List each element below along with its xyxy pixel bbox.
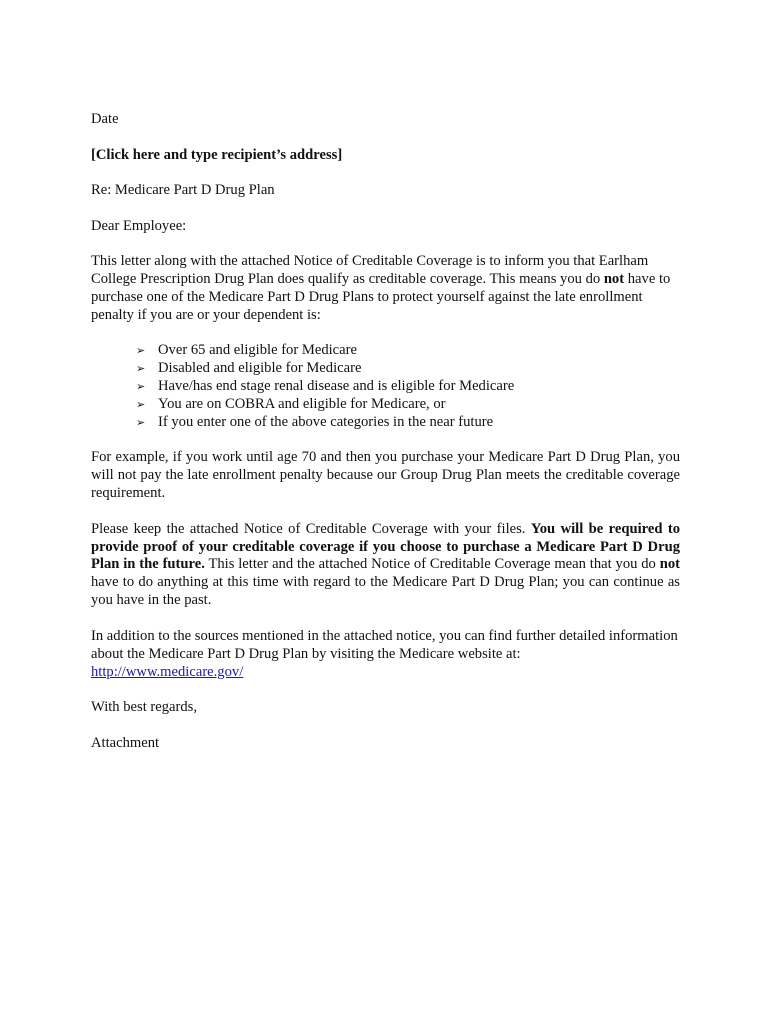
emphasis-proof-required: You will be required to provide proof of your creditable coverage if you choose to purchase a Medicare Part D Drug Plan in the future. [91, 520, 680, 573]
date-line: Date [91, 111, 119, 127]
paragraph-text: have to purchase one of the Medicare Part D Drug Plans to protect yourself against the late enrollment penalty if you are or your dependent is: [91, 270, 671, 323]
emphasis-not: not [603, 270, 625, 287]
arrow-bullet-icon: ➢ [136, 397, 146, 411]
paragraph-keep-notice [91, 521, 680, 611]
list-item-text: You are on COBRA and eligible for Medicare, or [158, 395, 446, 412]
paragraph-more-info [91, 628, 680, 682]
paragraph-example: For example, if you work until age 70 and then you purchase your Medicare Part D Drug Plan, you will not pay the late enrollment penalty because our Group Drug Plan meets the creditable coverage requirement. [91, 449, 680, 502]
list-item [136, 414, 680, 432]
paragraph-text: have to do anything at this time with regard to the Medicare Part D Drug Plan; you can continue as you have in the past. [91, 574, 680, 609]
paragraph-text: In addition to the sources mentioned in the attached notice, you can find further detailed information about the Medicare Part D Drug Plan by visiting the Medicare website at: [91, 627, 678, 662]
arrow-bullet-icon: ➢ [136, 344, 146, 358]
eligibility-list [91, 342, 680, 432]
list-item [136, 360, 680, 378]
arrow-bullet-icon: ➢ [136, 415, 146, 429]
re-line: Re: Medicare Part D Drug Plan [91, 182, 275, 198]
salutation: Dear Employee: [91, 217, 187, 234]
list-item-text: Over 65 and eligible for Medicare [158, 342, 357, 359]
recipient-address-field[interactable]: [Click here and type recipient’s address] [91, 146, 343, 163]
list-item-text: Have/has end stage renal disease and is eligible for Medicare [158, 378, 515, 395]
list-item-text: If you enter one of the above categories in the near future [158, 413, 494, 430]
list-item [136, 396, 680, 414]
list-item-text: Disabled and eligible for Medicare [158, 360, 362, 377]
arrow-bullet-icon: ➢ [136, 380, 146, 394]
paragraph-text: This letter and the attached Notice of Creditable Coverage mean that you do [204, 556, 660, 573]
emphasis-not: not [659, 556, 680, 573]
letter-page [91, 111, 680, 770]
paragraph-text: This letter along with the attached Notice of Creditable Coverage is to inform you that Earlham College Prescription Drug Plan does qualify as creditable coverage. This means you do [91, 253, 649, 287]
list-item [136, 342, 680, 360]
closing: With best regards, [91, 699, 197, 716]
medicare-website-link[interactable]: http://www.medicare.gov/ [91, 663, 244, 680]
arrow-bullet-icon: ➢ [136, 362, 146, 376]
paragraph-creditable-coverage [91, 253, 680, 325]
list-item [136, 378, 680, 396]
attachment-line: Attachment [91, 734, 160, 751]
paragraph-text: Please keep the attached Notice of Creditable Coverage with your files. [91, 520, 531, 537]
